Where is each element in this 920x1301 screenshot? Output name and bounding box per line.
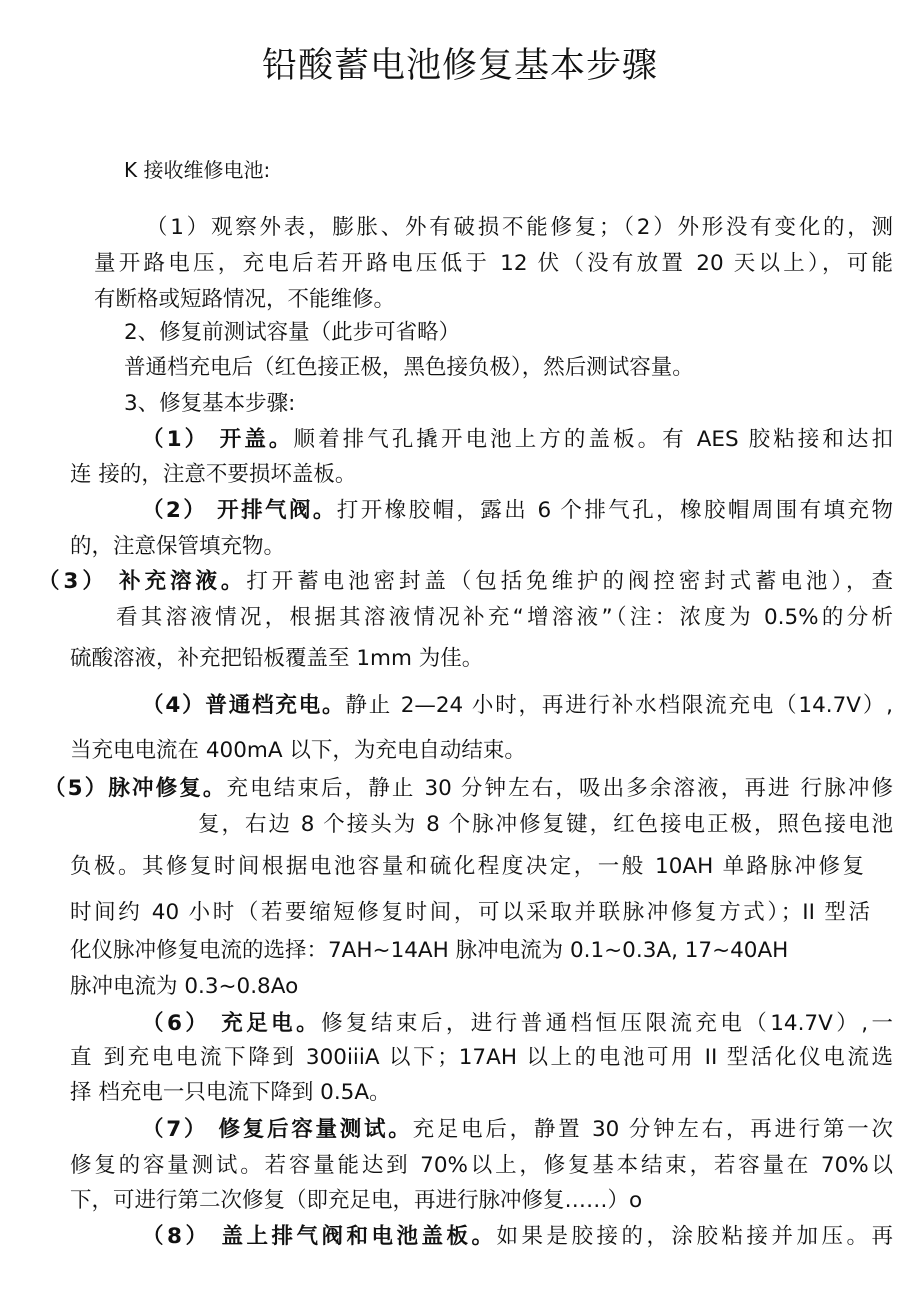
document-title: 铅酸蓄电池修复基本步骤 xyxy=(261,46,658,86)
substep-5-line-1 xyxy=(44,778,893,800)
substep-7-text: 充足电后，静置 30 分钟左右，再进行第一次 xyxy=(412,1117,894,1142)
substep-5-line-4: 时间约 40 小时（若要缩短修复时间，可以采取并联脉冲修复方式）；II 型活 xyxy=(70,900,870,925)
substep-2-line-1 xyxy=(142,500,893,522)
substep-5-line-2: 复，右边 8 个接头为 8 个脉冲修复键，红色接电正极，照色接电池 xyxy=(198,812,893,837)
substep-7-line-2: 修复的容量测试。若容量能达到 70%以上，修复基本结束，若容量在 70%以 xyxy=(70,1153,893,1178)
substep-1-line-2: 连 接的，注意不要损坏盖板。 xyxy=(70,462,357,487)
substep-3-line-2: 看其溶液情况，根据其溶液情况补充“增溶液”（注：浓度为 0.5%的分析 xyxy=(116,605,893,630)
substep-5-line-3: 负极。其修复时间根据电池容量和硫化程度决定，一般 10AH 单路脉冲修复 xyxy=(70,854,864,879)
substep-8-title: （8） 盖上排气阀和电池盖板。 xyxy=(142,1224,497,1249)
substep-3-line-1 xyxy=(38,571,893,593)
substep-6-title: （6） 充足电。 xyxy=(142,1011,322,1036)
step-2-text: 普通档充电后（红色接正极，黑色接负极），然后测试容量。 xyxy=(124,355,694,380)
substep-5-text: 充电结束后，静止 30 分钟左右，吸出多余溶液，再进 行脉冲修 xyxy=(226,776,893,801)
step-3-heading: 3、修复基本步骤: xyxy=(124,391,296,416)
substep-5-line-6: 脉冲电流为 0.3~0.8Ao xyxy=(70,974,299,999)
substep-8-text: 如果是胶接的，涂胶粘接并加压。再 xyxy=(496,1224,893,1249)
step-1-text-line-3: 有断格或短路情况，不能维修。 xyxy=(94,287,396,312)
substep-5-title: （5）脉冲修复。 xyxy=(44,776,227,801)
substep-4-text: 静止 2—24 小时，再进行补水档限流充电（14.7V）, xyxy=(345,693,893,718)
substep-2-title: （2） 开排气阀。 xyxy=(142,498,337,523)
substep-6-line-3: 择 档充电一只电流下降到 0.5A。 xyxy=(70,1080,391,1105)
substep-4-line-1 xyxy=(142,695,893,717)
substep-4-title: （4）普通档充电。 xyxy=(142,693,346,718)
substep-6-line-2: 直 到充电电流下降到 300iiiA 以下；17AH 以上的电池可用 II 型活化仪电流选 xyxy=(70,1045,893,1070)
substep-7-title: （7） 修复后容量测试。 xyxy=(142,1117,413,1142)
substep-6-line-1 xyxy=(142,1013,893,1035)
substep-3-title: （3） 补充溶液。 xyxy=(38,569,247,594)
substep-3-text: 打开蓄电池密封盖（包括免维护的阀控密封式蓄电池），查 xyxy=(246,569,893,594)
substep-7-line-1 xyxy=(142,1119,893,1141)
step-1-text-line-2: 量开路电压，充电后若开路电压低于 12 伏（没有放置 20 天以上），可能 xyxy=(94,251,893,276)
substep-7-line-3: 下，可进行第二次修复（即充足电，再进行脉冲修复……）o xyxy=(70,1188,643,1213)
substep-5-line-5: 化仪脉冲修复电流的选择：7AH~14AH 脉冲电流为 0.1~0.3A, 17~40AH xyxy=(70,938,789,963)
substep-1-title: （1） 开盖。 xyxy=(142,427,294,452)
substep-1-line-1 xyxy=(142,429,893,451)
substep-2-text: 打开橡胶帽，露出 6 个排气孔，橡胶帽周围有填充物 xyxy=(336,498,893,523)
substep-4-line-2: 当充电电流在 400mA 以下，为充电自动结束。 xyxy=(70,738,526,763)
step-1-heading: K 接收维修电池: xyxy=(124,158,271,182)
substep-3-line-3: 硫酸溶液，补充把铅板覆盖至 1mm 为佳。 xyxy=(70,646,484,671)
substep-6-text: 修复结束后，进行普通档恒压限流充电（14.7V）,一 xyxy=(321,1011,893,1036)
substep-1-text: 顺着排气孔撬开电池上方的盖板。有 AES 胶粘接和达扣 xyxy=(293,427,893,452)
step-2-heading: 2、修复前测试容量（此步可省略） xyxy=(124,320,461,345)
substep-8-line-1 xyxy=(142,1226,893,1248)
substep-2-line-2: 的，注意保管填充物。 xyxy=(70,534,286,559)
step-1-text-line-1: （1）观察外表，膨胀、外有破损不能修复；（2）外形没有变化的，测 xyxy=(146,215,893,240)
